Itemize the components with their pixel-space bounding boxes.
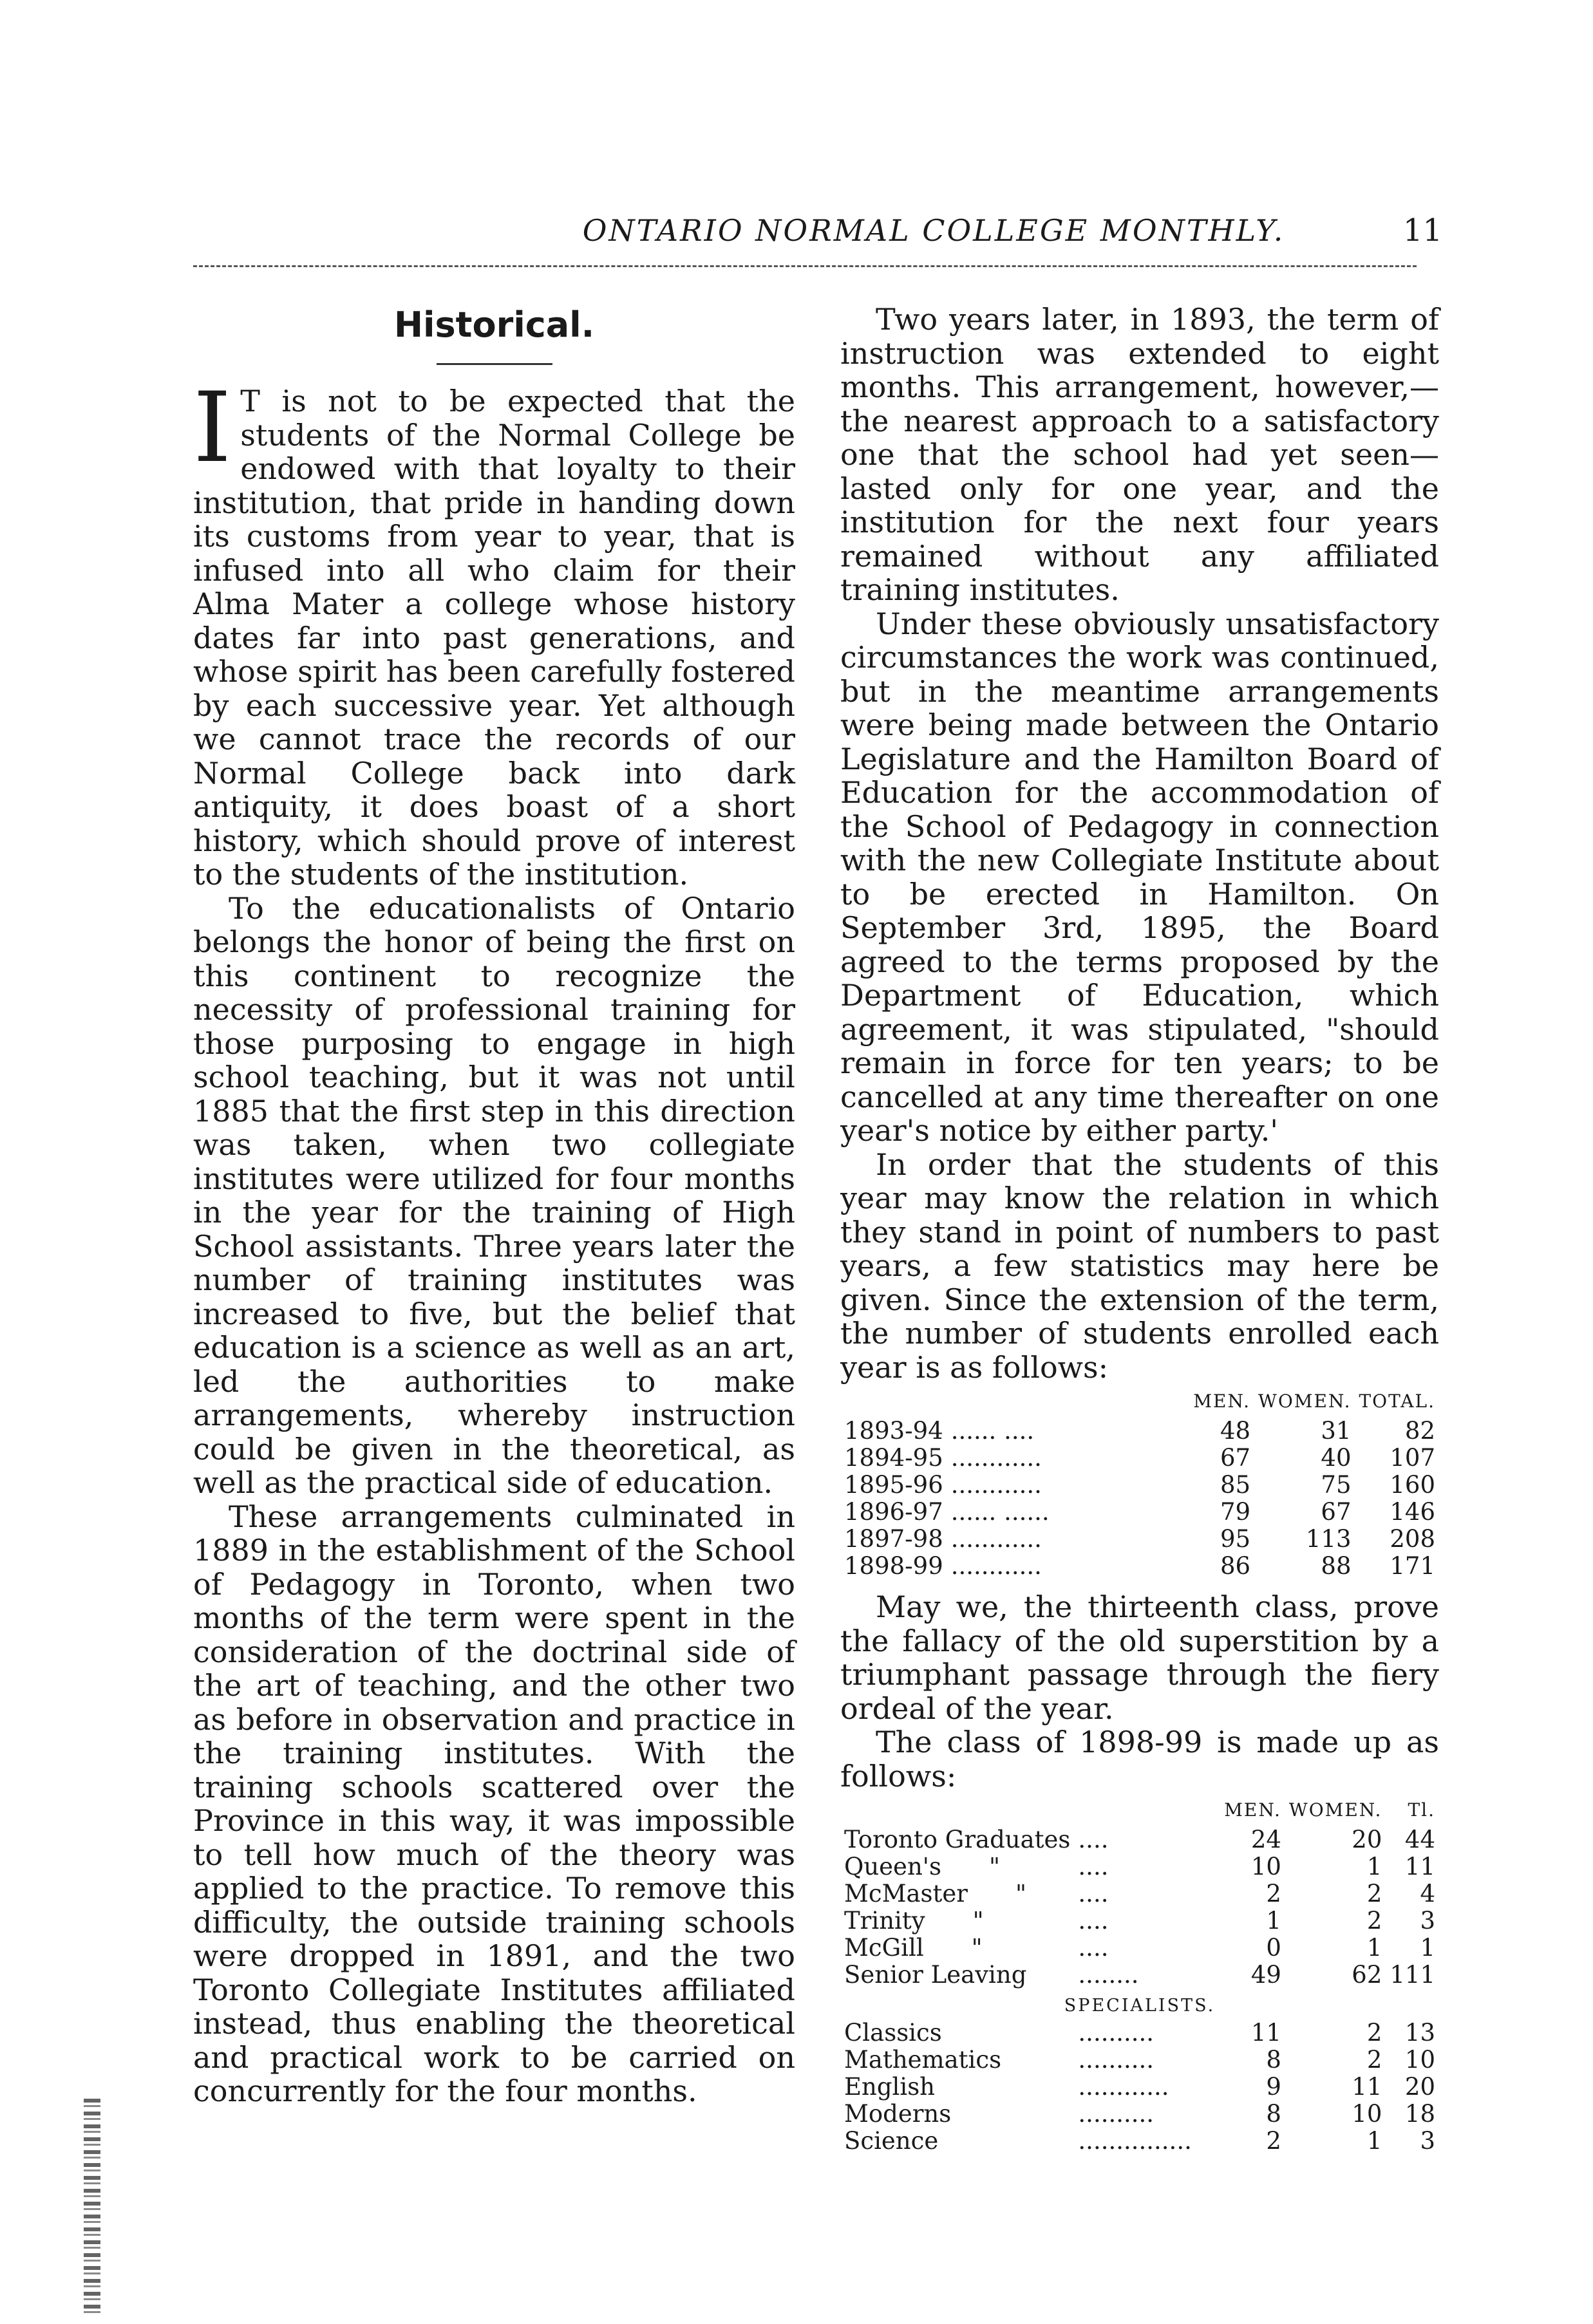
- paragraph: To the educationalists of Ontario belongs the honor of being the first on this continent to recognize the necessity of professional training for those purposing to engage in high school teaching, but it was not until 1885 that the first step in this direction was taken, when two collegiate institutes were utilized for four months in the year for the training of High School assistants. Three years later the number of training institutes was increased to five, but the belief that education is a science as well as an art, led the authorities to make arrangements, whereby instruction could be given in the theoretical, as well as the practical side of education.: [193, 890, 795, 1500]
- men-count: 2: [1266, 2127, 1281, 2155]
- women-count: 40: [1321, 1444, 1352, 1472]
- table-row: [840, 1526, 1439, 1553]
- row-year: 1897-98: [844, 1525, 943, 1553]
- table-row: [840, 2074, 1439, 2101]
- row-year: 1893-94: [844, 1417, 943, 1445]
- men-count: 11: [1250, 2019, 1281, 2047]
- women-count: 2: [1366, 1907, 1382, 1935]
- total-count: 146: [1390, 1498, 1435, 1526]
- row-label-cell: [840, 1826, 1074, 1853]
- row-label-cell: [840, 1880, 1074, 1907]
- total-count: 20: [1404, 2073, 1435, 2101]
- row-label-cell: [840, 2047, 1074, 2074]
- row-label-cell: [840, 2128, 1074, 2155]
- total-count: 44: [1404, 1826, 1435, 1853]
- leader-dots: ....: [1078, 1853, 1109, 1880]
- paragraph: The class of 1898-99 is made up as follows:: [840, 1725, 1439, 1794]
- col-header-men: MEN.: [1193, 1391, 1251, 1412]
- table-row: [840, 1880, 1439, 1907]
- men-count: 24: [1250, 1826, 1281, 1853]
- men-count: 79: [1220, 1498, 1251, 1526]
- women-count: 11: [1352, 2073, 1382, 2101]
- women-count: 2: [1366, 1880, 1382, 1907]
- total-count: 4: [1420, 1880, 1435, 1907]
- total-count: 107: [1390, 1444, 1435, 1472]
- total-count: 208: [1390, 1525, 1435, 1553]
- leader-dots: ....: [1078, 1907, 1109, 1935]
- table-row: [840, 1499, 1439, 1526]
- row-year: 1898-99: [844, 1552, 943, 1580]
- leader-dots: ............: [950, 1472, 1042, 1499]
- row-label-cell: [840, 2019, 1074, 2047]
- leader-dots: ............: [950, 1553, 1042, 1580]
- col-header-men: MEN.: [1224, 1799, 1281, 1821]
- women-count: 2: [1366, 2019, 1382, 2047]
- leader-dots: ........: [1078, 1962, 1139, 1989]
- specialists-subheading: SPECIALISTS.: [1064, 1996, 1216, 2016]
- total-count: 171: [1390, 1552, 1435, 1580]
- row-year: 1895-96: [844, 1471, 943, 1499]
- table-row: [840, 2101, 1439, 2128]
- col-header-women: WOMEN.: [1258, 1391, 1352, 1412]
- row-label: Science: [844, 2127, 939, 2155]
- men-count: 49: [1250, 1961, 1281, 1989]
- table-row: [840, 2019, 1439, 2047]
- row-label-cell: [840, 1962, 1074, 1989]
- leader-dots: ...... ....: [950, 1418, 1035, 1445]
- title-rule: [437, 363, 552, 365]
- leader-dots: ..........: [1078, 2047, 1155, 2074]
- total-count: 111: [1390, 1961, 1435, 1989]
- leader-dots: ....: [1078, 1826, 1109, 1853]
- total-count: 82: [1404, 1417, 1435, 1445]
- row-label: Trinity: [844, 1907, 925, 1935]
- row-label-cell: [840, 2101, 1074, 2128]
- leader-dots: ............: [1078, 2074, 1169, 2101]
- men-count: 10: [1250, 1853, 1281, 1880]
- women-count: 62: [1352, 1961, 1382, 1989]
- leader-dots: ............: [950, 1526, 1042, 1553]
- col-header-total: Tl.: [1408, 1799, 1435, 1821]
- paragraph: Two years later, in 1893, the term of instruction was extended to eight months. This arrangement, however,—the nearest approach to a satisfactory one that the school had yet seen—lasted only for one year, and the institution for the next four years remained without any affiliated training institutes.: [840, 302, 1439, 607]
- article-title: Historical.: [393, 305, 595, 345]
- men-count: 9: [1266, 2073, 1281, 2101]
- men-count: 0: [1266, 1934, 1281, 1962]
- paragraph: These arrangements culminated in 1889 in the establishment of the School of Pedagogy in Toronto, when two months of the term were spent in the consideration of the doctrinal side of the art of teaching, and the other two as before in observation and practice in the training institutes. With the training schools scattered over the Province in this way, it was impossible to tell how much of the theory was applied to the practice. To remove this difficulty, the outside training schools were dropped in 1891, and the two Toronto Collegiate Institutes affiliated instead, thus enabling the theoretical and practical work to be carried on concurrently for the four months.: [193, 1499, 795, 2108]
- row-year: 1894-95: [844, 1444, 943, 1472]
- table-row: [840, 1826, 1439, 1853]
- row-label: Mathematics: [844, 2046, 1002, 2074]
- paragraph: May we, the thirteenth class, prove the fallacy of the old superstition by a triumphant passage through the fiery ordeal of the year.: [840, 1589, 1439, 1726]
- specialists-subheading-row: [840, 1989, 1439, 2019]
- table-row: [840, 1445, 1439, 1472]
- ditto-mark: ": [971, 1934, 983, 1962]
- total-count: 13: [1404, 2019, 1435, 2047]
- women-count: 1: [1366, 1853, 1382, 1880]
- table-row: [840, 2128, 1439, 2155]
- row-label: Moderns: [844, 2100, 952, 2128]
- paragraph: Under these obviously unsatisfactory circumstances the work was continued, but in the meantime arrangements were being made between the Ontario Legislature and the Hamilton Board of Education for the accommodation of the School of Pedagogy in connection with the new Collegiate Institute about to be erected in Hamilton. On September 3rd, 1895, the Board agreed to the terms proposed by the Department of Education, which agreement, it was stipulated, "should remain in force for ten years; to be cancelled at any time thereafter on one year's notice by either party.': [840, 606, 1439, 1148]
- row-label: English: [844, 2073, 936, 2101]
- women-count: 2: [1366, 2046, 1382, 2074]
- row-label: Queen's: [844, 1853, 941, 1880]
- row-label: Senior Leaving: [844, 1961, 1027, 1989]
- men-count: 2: [1266, 1880, 1281, 1907]
- class-composition-table: [840, 1797, 1439, 2155]
- running-title: ONTARIO NORMAL COLLEGE MONTHLY.: [582, 213, 1285, 248]
- row-label: McGill: [844, 1934, 924, 1962]
- leader-dots: ..........: [1078, 2019, 1155, 2047]
- row-label: McMaster: [844, 1880, 968, 1907]
- header-rule: [193, 265, 1417, 267]
- women-count: 1: [1366, 2127, 1382, 2155]
- row-label: Classics: [844, 2019, 942, 2047]
- men-count: 8: [1266, 2046, 1281, 2074]
- table-row: [840, 1935, 1439, 1962]
- total-count: 10: [1404, 2046, 1435, 2074]
- leader-dots: ..........: [1078, 2101, 1155, 2128]
- col-header-women: WOMEN.: [1288, 1799, 1382, 1821]
- total-count: 3: [1420, 1907, 1435, 1935]
- men-count: 8: [1266, 2100, 1281, 2128]
- left-column: [193, 303, 795, 2108]
- paragraph: T is not to be expected that the students of the Normal College be endowed with that loyalty to their institution, that pride in handing down its customs from year to year, that is infused into all who claim for their Alma Mater a college whose history dates far into past generations, and whose spirit has been carefully fostered by each successive year. Yet although we cannot trace the records of our Normal College back into dark antiquity, it does boast of a short history, which should prove of interest to the students of the institution.: [193, 384, 795, 892]
- table-row: [840, 1553, 1439, 1580]
- total-count: 3: [1420, 2127, 1435, 2155]
- table-row: [840, 2047, 1439, 2074]
- drop-cap: I: [193, 372, 232, 484]
- margin-binding-mark: [84, 2099, 100, 2318]
- right-column: [840, 303, 1439, 2165]
- row-label: Toronto Graduates: [844, 1826, 1071, 1853]
- enrollment-table: [840, 1388, 1439, 1580]
- total-count: 160: [1390, 1471, 1435, 1499]
- total-count: 11: [1404, 1853, 1435, 1880]
- table-row: [840, 1418, 1439, 1445]
- table-row: [840, 1907, 1439, 1935]
- row-label-cell: [840, 1935, 1074, 1962]
- leader-dots: ...............: [1078, 2128, 1192, 2155]
- men-count: 95: [1220, 1525, 1251, 1553]
- col-header-total: TOTAL.: [1359, 1391, 1435, 1412]
- leader-dots: ...... ......: [950, 1499, 1050, 1526]
- table-row: [840, 1853, 1439, 1880]
- women-count: 10: [1352, 2100, 1382, 2128]
- men-count: 67: [1220, 1444, 1251, 1472]
- men-count: 85: [1220, 1471, 1251, 1499]
- row-year: 1896-97: [844, 1498, 943, 1526]
- women-count: 31: [1321, 1417, 1352, 1445]
- men-count: 1: [1266, 1907, 1281, 1935]
- women-count: 88: [1321, 1552, 1352, 1580]
- men-count: 48: [1220, 1417, 1251, 1445]
- leader-dots: ............: [950, 1445, 1042, 1472]
- row-label-cell: [840, 2074, 1074, 2101]
- ditto-mark: ": [972, 1907, 984, 1935]
- women-count: 20: [1352, 1826, 1382, 1853]
- page-number: 11: [1402, 212, 1442, 248]
- ditto-mark: ": [988, 1853, 1000, 1880]
- women-count: 1: [1366, 1934, 1382, 1962]
- total-count: 18: [1404, 2100, 1435, 2128]
- total-count: 1: [1420, 1934, 1435, 1962]
- women-count: 67: [1321, 1498, 1352, 1526]
- men-count: 86: [1220, 1552, 1251, 1580]
- table-row: [840, 1962, 1439, 1989]
- paragraph: In order that the students of this year may know the relation in which they stand in point of numbers to past years, a few statistics may here be given. Since the extension of the term, the number of students enrolled each year is as follows:: [840, 1147, 1439, 1385]
- ditto-mark: ": [1015, 1880, 1027, 1907]
- row-label-cell: [840, 1853, 1074, 1880]
- leader-dots: ....: [1078, 1880, 1109, 1907]
- leader-dots: ....: [1078, 1935, 1109, 1962]
- table-row: [840, 1472, 1439, 1499]
- row-label-cell: [840, 1907, 1074, 1935]
- women-count: 113: [1305, 1525, 1352, 1553]
- women-count: 75: [1321, 1471, 1352, 1499]
